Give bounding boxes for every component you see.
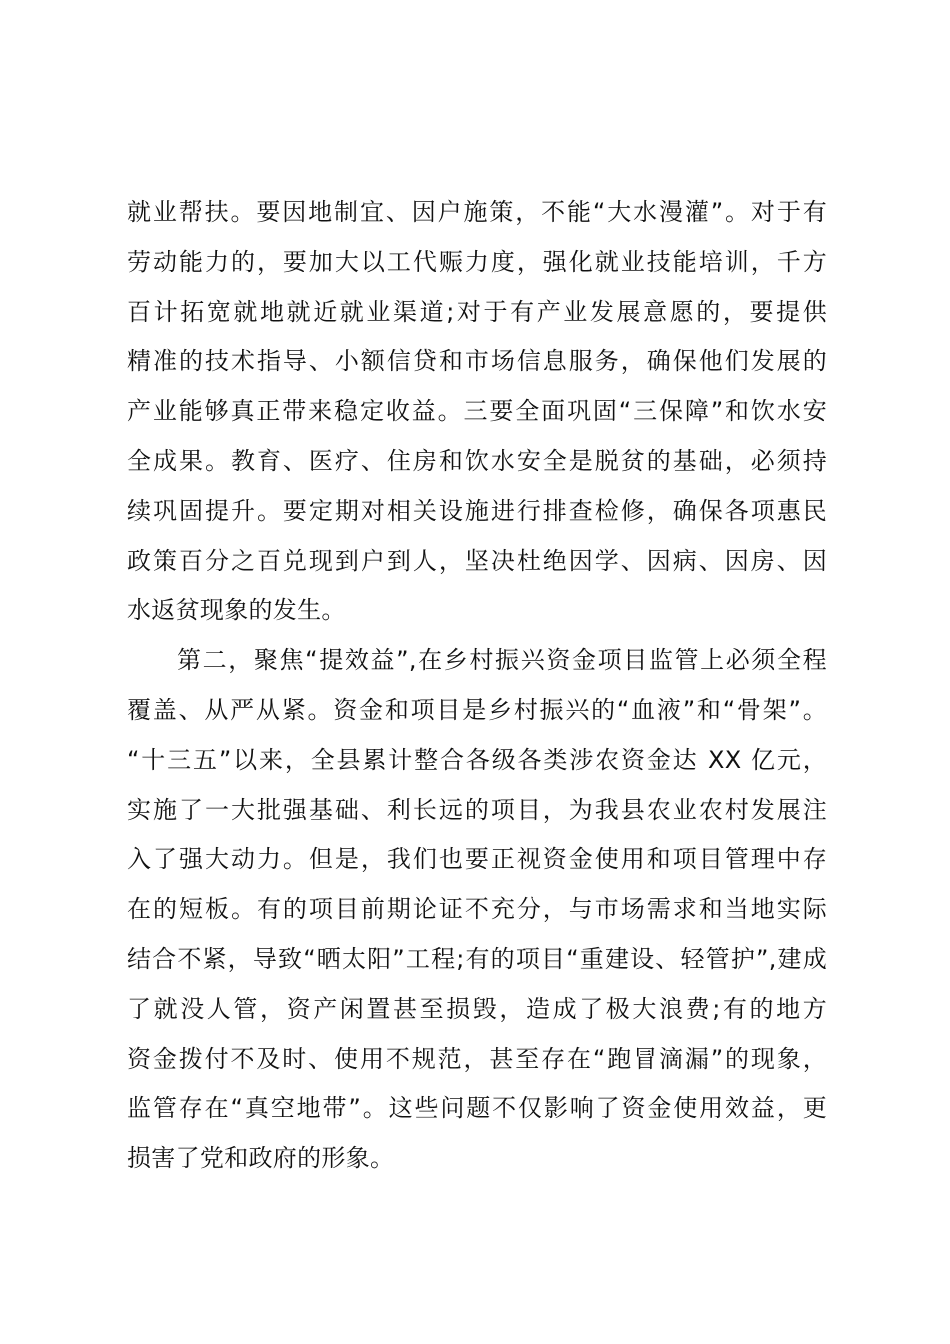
text-line: 百计拓宽就地就近就业渠道;对于有产业发展意愿的，要提供 — [127, 297, 827, 326]
text-line: 覆盖、从严从紧。资金和项目是乡村振兴的“血液”和“骨架”。 — [127, 695, 827, 724]
text-line: 监管存在“真空地带”。这些问题不仅影响了资金使用效益，更 — [127, 1094, 827, 1123]
text-line: “十三五”以来，全县累计整合各级各类涉农资金达 XX 亿元， — [127, 745, 827, 774]
text-line: 了就没人管，资产闲置甚至损毁，造成了极大浪费;有的地方 — [127, 994, 827, 1023]
text-line: 实施了一大批强基础、利长远的项目，为我县农业农村发展注 — [127, 795, 827, 824]
text-line: 水返贫现象的发生。 — [127, 596, 346, 625]
text-line: 第二，聚焦“提效益”,在乡村振兴资金项目监管上必须全程 — [177, 646, 827, 675]
text-line: 资金拨付不及时、使用不规范，甚至存在“跑冒滴漏”的现象， — [127, 1044, 827, 1073]
text-line: 损害了党和政府的形象。 — [127, 1144, 395, 1173]
text-line: 在的短板。有的项目前期论证不充分，与市场需求和当地实际 — [127, 895, 827, 924]
paragraph-2 — [127, 636, 827, 1184]
text-line: 全成果。教育、医疗、住房和饮水安全是脱贫的基础，必须持 — [127, 446, 827, 475]
text-line: 产业能够真正带来稳定收益。三要全面巩固“三保障”和饮水安 — [127, 397, 827, 426]
text-line: 续巩固提升。要定期对相关设施进行排查检修，确保各项惠民 — [127, 496, 827, 525]
text-line: 入了强大动力。但是，我们也要正视资金使用和项目管理中存 — [127, 845, 827, 874]
paragraph-1 — [127, 188, 827, 636]
text-line: 结合不紧，导致“晒太阳”工程;有的项目“重建设、轻管护”,建成 — [127, 944, 827, 973]
text-line: 政策百分之百兑现到户到人，坚决杜绝因学、因病、因房、因 — [127, 546, 827, 575]
text-line: 劳动能力的，要加大以工代赈力度，强化就业技能培训，千方 — [127, 247, 827, 276]
text-line: 精准的技术指导、小额信贷和市场信息服务，确保他们发展的 — [127, 347, 827, 376]
document-body — [127, 188, 827, 1184]
text-line: 就业帮扶。要因地制宜、因户施策，不能“大水漫灌”。对于有 — [127, 198, 827, 226]
